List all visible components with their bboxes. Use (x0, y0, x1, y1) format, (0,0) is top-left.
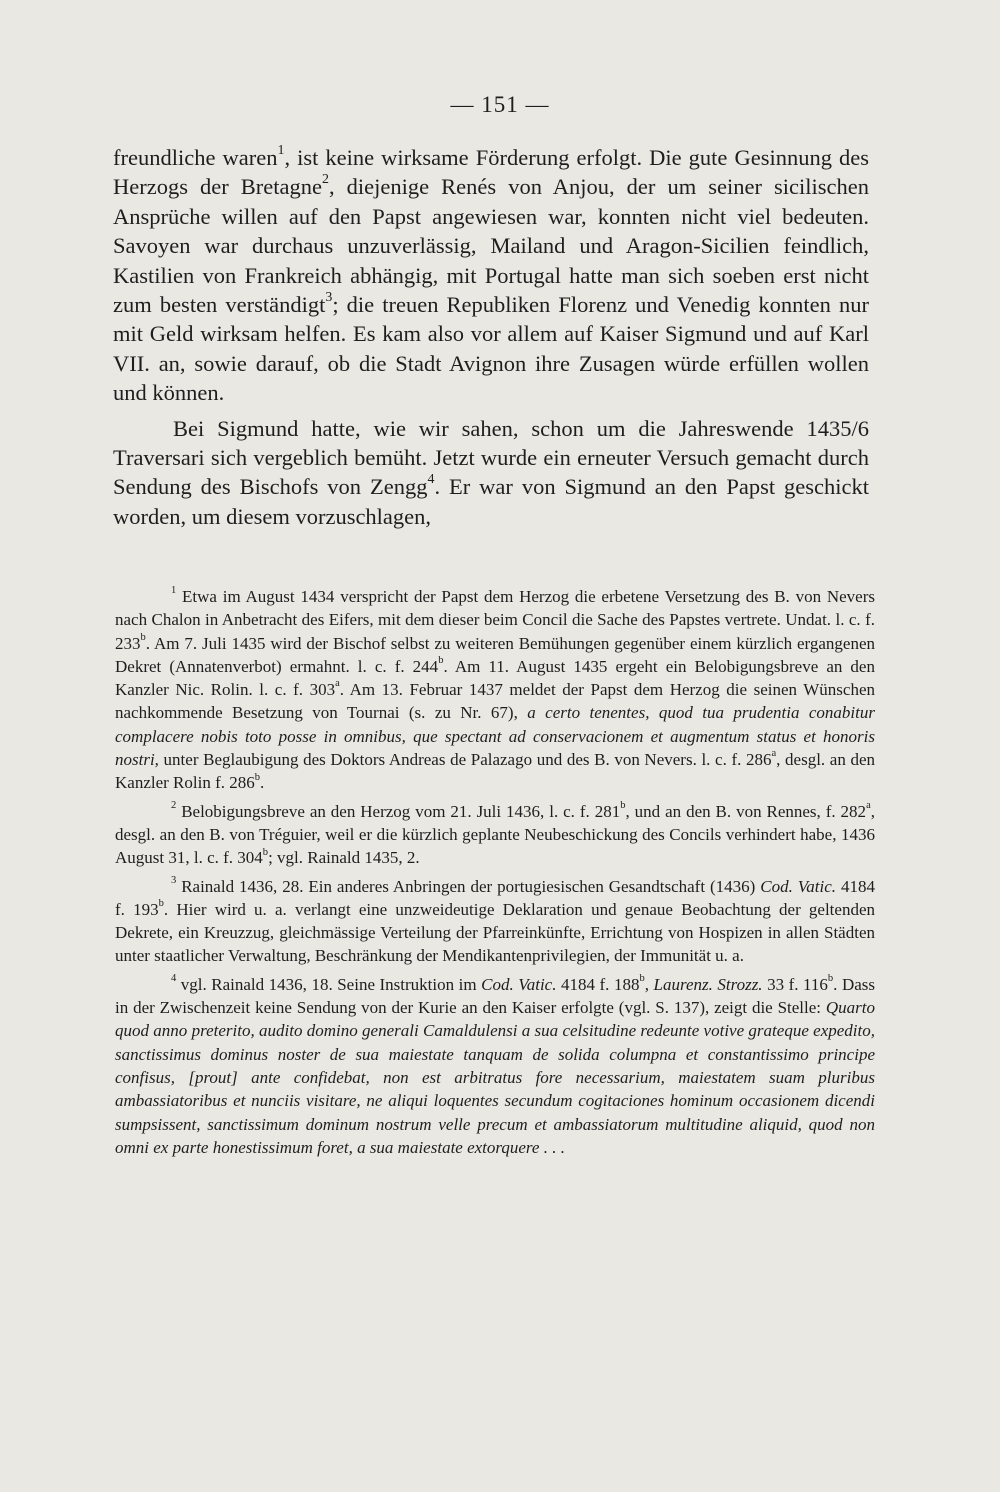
italic-text: Cod. Vatic. (481, 974, 557, 994)
footnote-marker: a (335, 678, 340, 690)
footnote (115, 585, 875, 795)
footnote-marker: 2 (171, 799, 177, 811)
text-run: . Am 7. Juli 1435 wird der Bischof selbst zu weiteren Bemühungen gegenüber einem kürzlich ergangenen Dekret (Annatenverbot) ermahnt. l. c. f. 244 (115, 633, 875, 676)
footnote-marker: a (866, 799, 871, 811)
footnote-marker: b (827, 973, 834, 984)
italic-text: Cod. Vatic. (760, 876, 837, 896)
footnote-marker: b (140, 631, 146, 643)
footnote-marker: b (620, 799, 626, 811)
footnote-marker: b (639, 973, 645, 984)
text-run: . (260, 773, 265, 793)
text-run: , diejenige Renés von Anjou, der um seiner sicilischen Ansprüche willen auf den Papst angewiesen war, konnten nicht viel bedeuten. Savoyen war durchaus unzuverlässig, Mailand und Aragon-Sicilien feindlich, Kastilien von Frankreich abhängig, mit Portugal hatte man sich soeben erst nicht zum besten verständigt (113, 174, 869, 318)
text-run: unter Beglaubigung des Doktors Andreas de Palazago und des B. von Nevers. l. c. f. 286 (158, 750, 772, 770)
page-number: — 151 — (450, 92, 550, 117)
text-run: vgl. Rainald 1436, 18. Seine Instruktion im (176, 974, 482, 994)
text-run: . Er war von Sigmund an den Papst geschickt worden, um diesem vorzuschlagen, (113, 474, 869, 529)
text-run: . Am 13. Februar 1437 meldet der Papst dem Herzog die seinen Wünschen nachkommende Besetzung von Tournai (s. zu Nr. 67), (115, 680, 875, 723)
text-run: 4184 f. 193 (115, 876, 875, 919)
text-run: , desgl. an den Kanzler Rolin f. 286 (115, 750, 875, 793)
text-run: Etwa im August 1434 verspricht der Papst dem Herzog die erbetene Versetzung des B. von Nevers nach Chalon in Anbetracht des Eifers, mit dem dieser beim Concil die Sache des Papstes vertrete. Undat. l. c. f. 233 (115, 587, 875, 653)
footnote-marker: b (254, 771, 261, 783)
footnote (115, 875, 875, 968)
main-text (113, 143, 869, 531)
text-run: Rainald 1436, 28. Ein anderes Anbringen der portugiesischen Gesandtschaft (1436) (176, 876, 761, 896)
footnote (115, 800, 875, 870)
text-run: , desgl. an den B. von Tréguier, weil er die kürzlich geplante Neubeschickung des Concils verhindert habe, 1436 August 31, l. c. f. 304 (115, 801, 875, 868)
text-run: ; vgl. Rainald 1435, 2. (268, 848, 420, 868)
text-run: Belobigungsbreve an den Herzog vom 21. Juli 1436, l. c. f. 281 (176, 801, 621, 821)
footnote-marker: 3 (325, 289, 333, 305)
text-run: , und an den B. von Rennes, f. 282 (625, 801, 867, 821)
text-run: 33 f. 116 (762, 974, 828, 994)
footnote-marker: b (158, 898, 164, 910)
text-run: 4184 f. 188 (556, 974, 640, 994)
footnote-marker: 4 (171, 973, 177, 984)
footnote-marker: 1 (277, 142, 285, 158)
footnote-marker: 4 (427, 472, 435, 488)
footnote-marker: 2 (322, 172, 329, 188)
text-run: . Dass in der Zwischenzeit keine Sendung von der Kurie an den Kaiser erfolgte (vgl. S. 137), zeigt die Stelle: (115, 974, 875, 1018)
italic-text: Laurenz. Strozz. (653, 974, 763, 994)
text-run: , ist keine wirksame Förderung erfolgt. Die gute Gesinnung des Herzogs der Bretagne (113, 145, 869, 200)
text-run: ; die treuen Republiken Florenz und Venedig konnten nur mit Geld wirksam helfen. Es kam also vor allem auf Kaiser Sigmund und auf Karl VII. an, sowie darauf, ob die Stadt Avignon ihre Zusagen würde erfüllen wollen und können. (113, 292, 869, 406)
footnote (115, 973, 875, 1159)
text-run: . Am 11. August 1435 ergeht ein Belobigungsbreve an den Kanzler Nic. Rolin. l. c. f. 303 (115, 656, 875, 700)
footnotes (115, 585, 875, 1159)
italic-text: a certo tenentes, quod tua prudentia conabitur complacere nobis toto posse in omnibus, que spectant ad conservacionem et augmentum status et honoris nostri, (115, 703, 875, 770)
text-run: freundliche waren (113, 145, 278, 170)
footnote-marker: a (771, 748, 777, 760)
footnote-marker: b (438, 655, 444, 667)
body-paragraph (113, 143, 869, 408)
body-paragraph (113, 414, 869, 532)
text-run: Bei Sigmund hatte, wie wir sahen, schon um die Jahreswende 1435/6 Traversari sich vergeblich bemüht. Jetzt wurde ein erneuter Versuch gemacht durch Sendung des Bischofs von Zengg (113, 415, 869, 500)
italic-text: Quarto quod anno preterito, audito domino generali Camaldulensi a sua celsitudine redeunte votive grateque expedito, sanctissimus dominus noster de sua maiestate tanquam de solida columpna et constantissimo principe confisus, [prout] ante confidebat, non est arbitratus fore necessarium, maiestatem suam pluribus ambassiatoribus et nunciis visitare, ne aliqui loquentes secundum cogitaciones hominum occasionem dicendi sumpsissent, sanctissimum dominum nostrum velle precum et ambassiatorum multitudine aliquid, quod non omni ex parte honestissimum foret, a sua maiestate extorquere . . . (115, 998, 875, 1157)
footnote-marker: b (262, 846, 269, 858)
text-run: , (644, 974, 654, 994)
text-run: . Hier wird u. a. verlangt eine unzweideutige Deklaration und genaue Beobachtung der geltenden Dekrete, ein Kreuzzug, gleichmässige Verteilung der Pfarreinkünfte, Errichtung von Hospizen in allen Städten unter staatlicher Verwaltung, Beschränkung der Mendikantenprivilegien, der Immunität u. a. (115, 899, 875, 966)
footnote-marker: 3 (171, 874, 177, 886)
footnote-marker: 1 (171, 585, 177, 597)
